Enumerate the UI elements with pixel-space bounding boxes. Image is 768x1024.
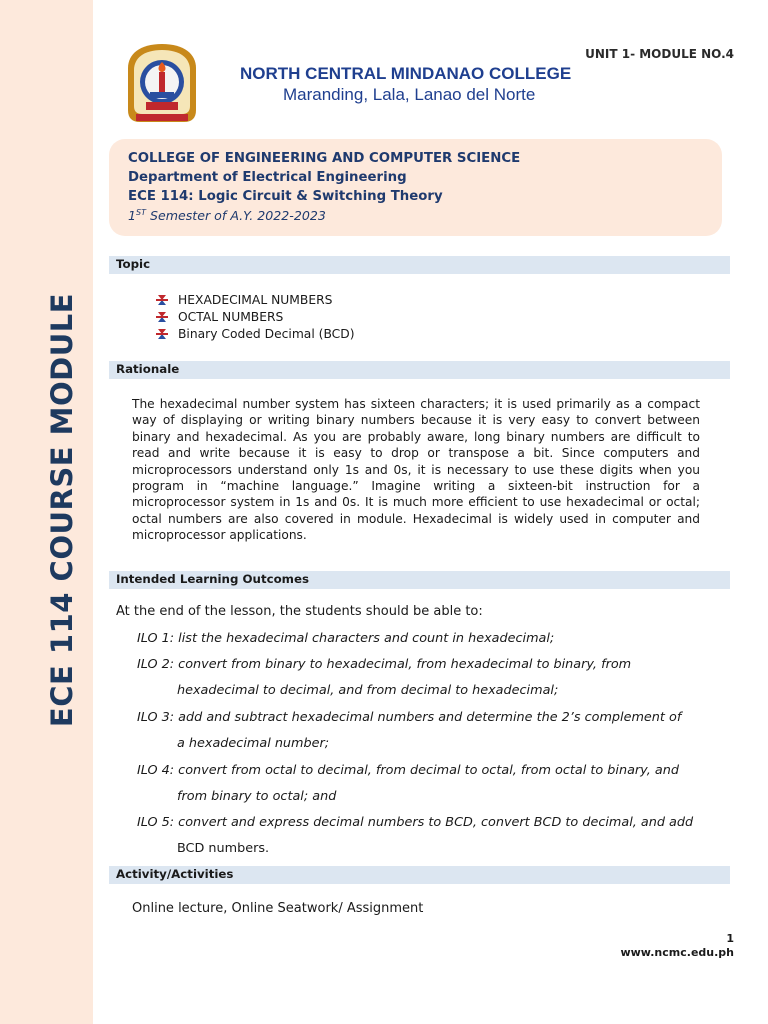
rationale-paragraph: The hexadecimal number system has sixteen characters; it is used primarily as a compact way of displaying or writing binary numbers because it is very easy to convert between binary and hexadecimal. As you are probably aware, long binary numbers are difficult to read and write because it is easy to drop or transpose a bit. Since computers and microprocessors understand only 1s and 0s, it is necessary to use these digits when you program in “machine language.” Imagine writing a sixteen-bit instruction for a microprocessor system in 1s and 0s. It is much more efficient to use hexadecimal or octal; octal numbers are also covered in module. Hexadecimal is widely used in computer and microprocessor applications. bbox=[132, 397, 700, 543]
semester-ordinal: 1 bbox=[128, 208, 137, 224]
section-rationale-label: Rationale bbox=[116, 362, 180, 376]
ilo-line: BCD numbers. bbox=[177, 841, 270, 856]
page-number: 1 bbox=[726, 932, 734, 945]
ilo-line: hexadecimal to decimal, and from decimal to hexadecimal; bbox=[177, 683, 559, 698]
section-topic-label: Topic bbox=[116, 257, 151, 271]
topic-label: Binary Coded Decimal (BCD) bbox=[178, 327, 355, 341]
section-rationale bbox=[109, 361, 730, 379]
ilo-intro: At the end of the lesson, the students should be able to: bbox=[116, 604, 483, 619]
college-seal-logo bbox=[126, 42, 198, 124]
arrow-bullet-icon bbox=[155, 327, 169, 341]
course-title: ECE 114: Logic Circuit & Switching Theory bbox=[128, 189, 443, 204]
ilo-line: ILO 2: convert from binary to hexadecimal, from hexadecimal to binary, from bbox=[137, 657, 632, 672]
unit-label: UNIT 1- MODULE NO.4 bbox=[585, 47, 734, 61]
semester-sup: ST bbox=[136, 208, 146, 217]
side-title: ECE 114 COURSE MODULE bbox=[45, 292, 79, 728]
ilo-line: from binary to octal; and bbox=[177, 789, 337, 804]
semester-rest: Semester of A.Y. 2022-2023 bbox=[145, 208, 326, 224]
topic-item bbox=[155, 310, 283, 324]
topic-label: OCTAL NUMBERS bbox=[178, 310, 284, 324]
topic-item bbox=[155, 293, 332, 307]
department: Department of Electrical Engineering bbox=[128, 170, 407, 185]
college-name: NORTH CENTRAL MINDANAO COLLEGE bbox=[240, 64, 572, 83]
college-unit: COLLEGE OF ENGINEERING AND COMPUTER SCIENCE bbox=[128, 151, 521, 166]
section-activities bbox=[109, 866, 730, 884]
semester bbox=[128, 208, 326, 223]
section-topic bbox=[109, 256, 730, 274]
topic-item bbox=[155, 327, 355, 341]
section-activities-label: Activity/Activities bbox=[116, 867, 234, 881]
arrow-bullet-icon bbox=[155, 293, 169, 307]
topic-label: HEXADECIMAL NUMBERS bbox=[178, 293, 333, 307]
section-ilo bbox=[109, 571, 730, 589]
ilo-line: ILO 1: list the hexadecimal characters and count in hexadecimal; bbox=[137, 631, 555, 646]
ilo-line: a hexadecimal number; bbox=[177, 736, 330, 751]
ilo-line: ILO 3: add and subtract hexadecimal numbers and determine the 2’s complement of bbox=[137, 710, 682, 725]
college-address: Maranding, Lala, Lanao del Norte bbox=[283, 85, 536, 104]
ilo-line: ILO 4: convert from octal to decimal, from decimal to octal, from octal to binary, and bbox=[137, 763, 679, 778]
website-link[interactable]: www.ncmc.edu.ph bbox=[620, 946, 734, 959]
ilo-line: ILO 5: convert and express decimal numbers to BCD, convert BCD to decimal, and add bbox=[137, 815, 694, 830]
arrow-bullet-icon bbox=[155, 310, 169, 324]
activities-text: Online lecture, Online Seatwork/ Assignment bbox=[132, 901, 424, 916]
section-ilo-label: Intended Learning Outcomes bbox=[116, 572, 309, 586]
